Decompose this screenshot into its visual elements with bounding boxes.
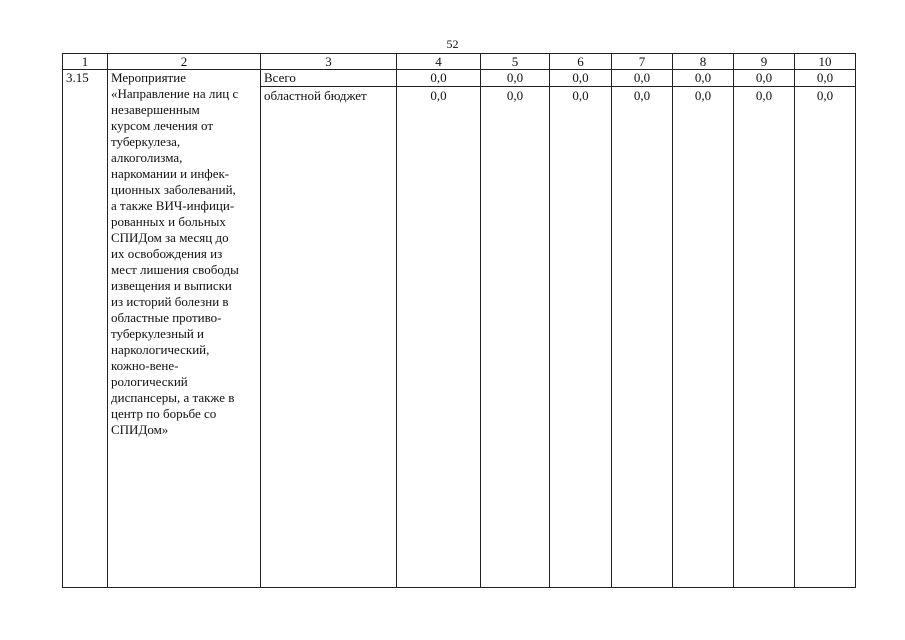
item-number: 3.15 bbox=[63, 70, 108, 588]
item-title: Мероприятие bbox=[111, 70, 186, 85]
description-line: СПИДом за месяц до bbox=[111, 230, 229, 245]
column-header: 7 bbox=[612, 54, 673, 70]
funding-source-label: областной бюджет bbox=[261, 87, 397, 588]
description-line: курсом лечения от bbox=[111, 118, 214, 133]
value-cell: 0,0 bbox=[673, 70, 734, 87]
value-cell: 0,0 bbox=[673, 87, 734, 588]
description-line: областные противо- bbox=[111, 310, 222, 325]
description-line: мест лишения свободы bbox=[111, 262, 239, 277]
value-cell: 0,0 bbox=[795, 87, 856, 588]
column-header: 5 bbox=[481, 54, 550, 70]
budget-table bbox=[62, 53, 856, 588]
description-line: СПИДом» bbox=[111, 422, 169, 437]
description-line: рованных и больных bbox=[111, 214, 226, 229]
description-line: центр по борьбе со bbox=[111, 406, 217, 421]
description-line: а также ВИЧ-инфици- bbox=[111, 198, 235, 213]
description-line: диспансеры, а также в bbox=[111, 390, 235, 405]
description-line: кожно-вене- bbox=[111, 358, 179, 373]
table-row bbox=[63, 70, 856, 87]
item-description bbox=[108, 70, 261, 588]
description-line: ционных заболеваний, bbox=[111, 182, 236, 197]
column-header: 8 bbox=[673, 54, 734, 70]
value-cell: 0,0 bbox=[612, 70, 673, 87]
column-header: 6 bbox=[550, 54, 612, 70]
column-header: 10 bbox=[795, 54, 856, 70]
value-cell: 0,0 bbox=[734, 87, 795, 588]
column-header-row bbox=[63, 54, 856, 70]
value-cell: 0,0 bbox=[397, 87, 481, 588]
value-cell: 0,0 bbox=[550, 70, 612, 87]
description-line: наркологический, bbox=[111, 342, 210, 357]
column-header: 2 bbox=[108, 54, 261, 70]
description-line: из историй болезни в bbox=[111, 294, 229, 309]
value-cell: 0,0 bbox=[734, 70, 795, 87]
description-line: наркомании и инфек- bbox=[111, 166, 230, 181]
description-line: туберкулезный и bbox=[111, 326, 205, 341]
description-line: их освобождения из bbox=[111, 246, 223, 261]
column-header: 1 bbox=[63, 54, 108, 70]
description-line: туберкулеза, bbox=[111, 134, 181, 149]
value-cell: 0,0 bbox=[795, 70, 856, 87]
description-line: извещения и выписки bbox=[111, 278, 232, 293]
column-header: 4 bbox=[397, 54, 481, 70]
value-cell: 0,0 bbox=[481, 87, 550, 588]
page-number: 52 bbox=[446, 37, 459, 51]
value-cell: 0,0 bbox=[397, 70, 481, 87]
column-header: 9 bbox=[734, 54, 795, 70]
column-header: 3 bbox=[261, 54, 397, 70]
description-line: «Направление на лиц с bbox=[111, 86, 239, 101]
value-cell: 0,0 bbox=[612, 87, 673, 588]
description-line: незавершенным bbox=[111, 102, 200, 117]
value-cell: 0,0 bbox=[550, 87, 612, 588]
funding-source-label: Всего bbox=[261, 70, 397, 87]
description-line: рологический bbox=[111, 374, 188, 389]
value-cell: 0,0 bbox=[481, 70, 550, 87]
description-line: алкоголизма, bbox=[111, 150, 183, 165]
